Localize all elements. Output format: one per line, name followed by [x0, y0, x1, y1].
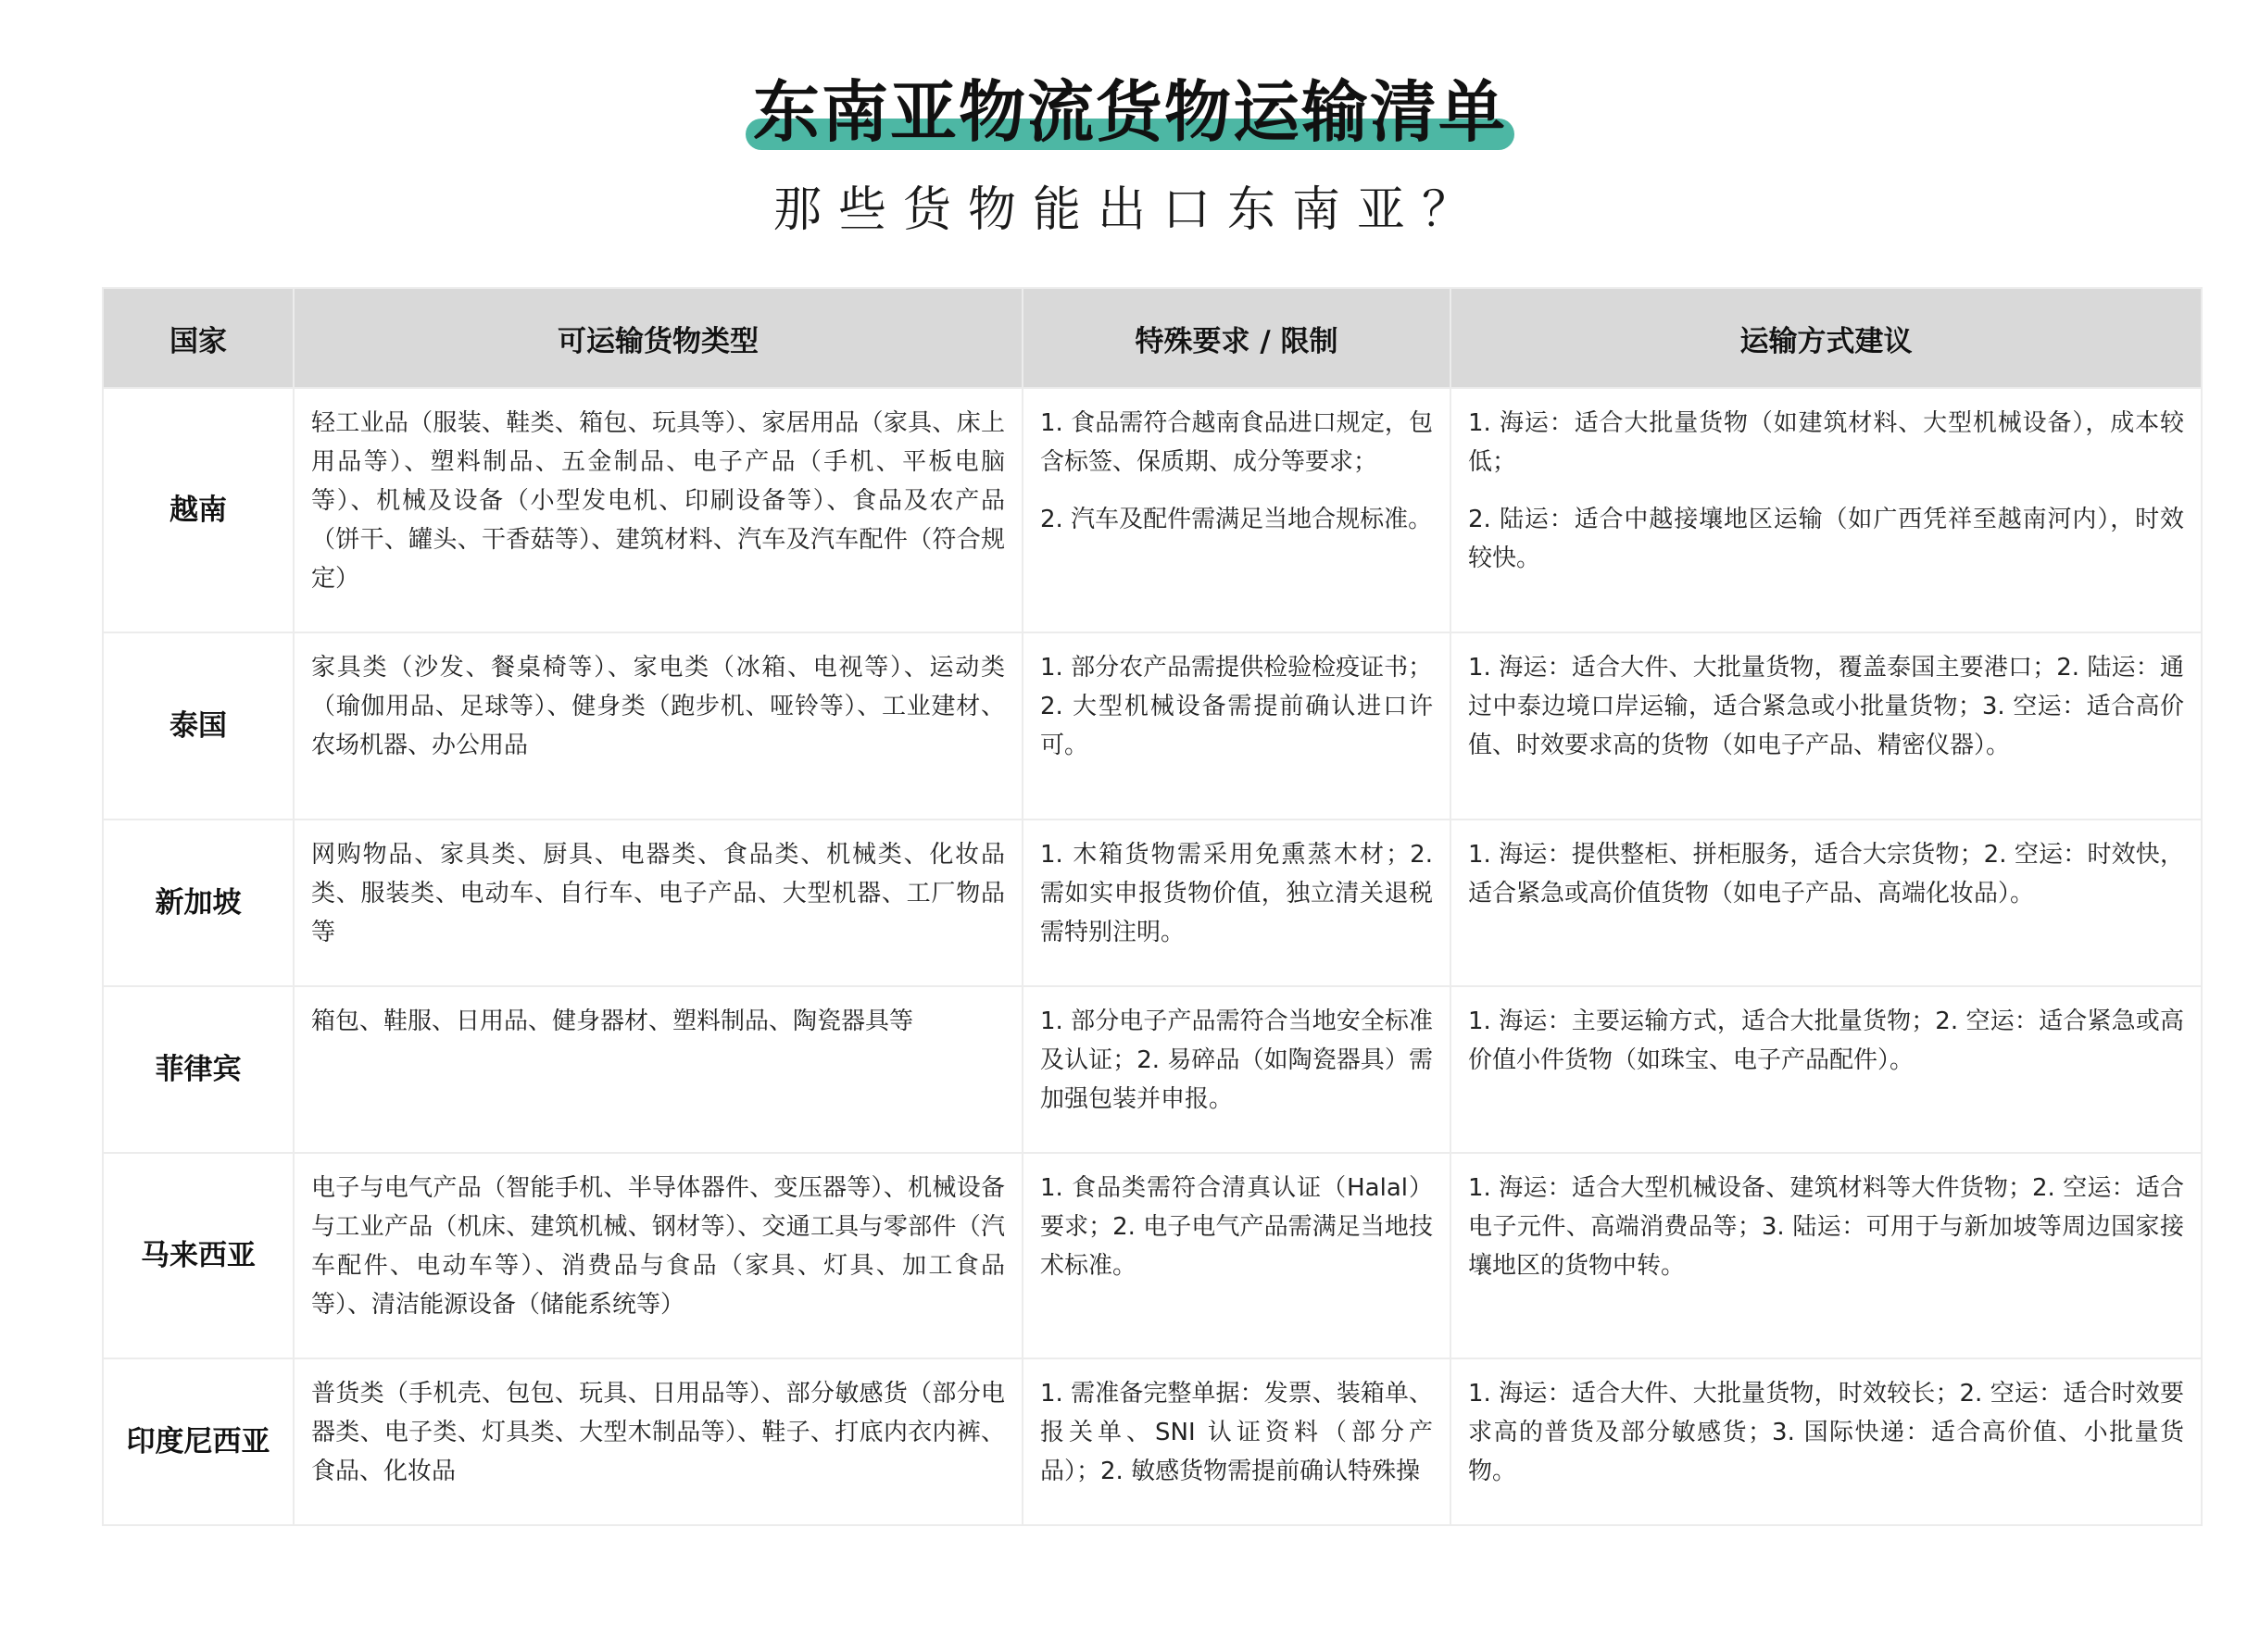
table-header-row	[103, 288, 2202, 388]
shipping-table	[102, 287, 2203, 1526]
country-cell: 新加坡	[103, 820, 294, 986]
requirement-item: 1. 食品需符合越南食品进口规定，包含标签、保质期、成分等要求；	[1040, 409, 1433, 476]
transport-item: 2. 陆运：适合中越接壤地区运输（如广西凭祥至越南河内），时效较快。	[1468, 506, 2184, 572]
goods-cell: 普货类（手机壳、包包、玩具、日用品等）、部分敏感货（部分电器类、电子类、灯具类、大型木制品等）、鞋子、打底内衣内裤、食品、化妆品	[294, 1358, 1023, 1525]
goods-cell: 家具类（沙发、餐桌椅等）、家电类（冰箱、电视等）、运动类（瑜伽用品、足球等）、健身类（跑步机、哑铃等）、工业建材、农场机器、办公用品	[294, 632, 1023, 820]
goods-cell: 箱包、鞋服、日用品、健身器材、塑料制品、陶瓷器具等	[294, 986, 1023, 1153]
country-cell: 越南	[103, 388, 294, 632]
country-cell: 马来西亚	[103, 1153, 294, 1358]
goods-cell: 电子与电气产品（智能手机、半导体器件、变压器等）、机械设备与工业产品（机床、建筑机械、钢材等）、交通工具与零部件（汽车配件、电动车等）、消费品与食品（家具、灯具、加工食品等）、清洁能源设备（储能系统等）	[294, 1153, 1023, 1358]
goods-cell: 网购物品、家具类、厨具、电器类、食品类、机械类、化妆品类、服装类、电动车、自行车、电子产品、大型机器、工厂物品等	[294, 820, 1023, 986]
title-area	[0, 70, 2260, 154]
header-requirements: 特殊要求 / 限制	[1023, 288, 1450, 388]
requirements-cell	[1023, 1358, 1450, 1525]
table-row	[103, 1358, 2202, 1525]
requirement-item: 1. 食品类需符合清真认证（Halal）要求；2. 电子电气产品需满足当地技术标准。	[1040, 1174, 1433, 1280]
country-cell: 印度尼西亚	[103, 1358, 294, 1525]
requirement-item: 1. 需准备完整单据：发票、装箱单、报关单、SNI 认证资料（部分产品）；2. 敏感货物需提前确认特殊操	[1040, 1380, 1433, 1485]
header-goods: 可运输货物类型	[294, 288, 1023, 388]
country-cell: 菲律宾	[103, 986, 294, 1153]
transport-cell	[1450, 388, 2202, 632]
page-title-text: 东南亚物流货物运输清单	[752, 73, 1507, 151]
requirement-item: 1. 部分电子产品需符合当地安全标准及认证；2. 易碎品（如陶瓷器具）需加强包装并申报。	[1040, 1007, 1433, 1113]
transport-item: 1. 海运：提供整柜、拼柜服务，适合大宗货物；2. 空运：时效快，适合紧急或高价值货物（如电子产品、高端化妆品）。	[1468, 841, 2184, 907]
requirement-item: 2. 大型机械设备需提前确认进口许可。	[1040, 693, 1433, 759]
requirement-item: 2. 汽车及配件需满足当地合规标准。	[1040, 506, 1433, 533]
transport-cell	[1450, 820, 2202, 986]
transport-cell	[1450, 986, 2202, 1153]
table-row	[103, 632, 2202, 820]
transport-item: 1. 海运：主要运输方式，适合大批量货物；2. 空运：适合紧急或高价值小件货物（如珠宝、电子产品配件）。	[1468, 1007, 2184, 1074]
table-row	[103, 820, 2202, 986]
transport-item: 1. 海运：适合大件、大批量货物，覆盖泰国主要港口；2. 陆运：通过中泰边境口岸运输，适合紧急或小批量货物；3. 空运：适合高价值、时效要求高的货物（如电子产品、精密仪器）。	[1468, 654, 2184, 759]
requirements-cell	[1023, 1153, 1450, 1358]
requirement-item: 1. 部分农产品需提供检验检疫证书；	[1040, 654, 1433, 682]
table-row	[103, 1153, 2202, 1358]
requirement-item: 1. 木箱货物需采用免熏蒸木材；2. 需如实申报货物价值，独立清关退税需特别注明。	[1040, 841, 1433, 946]
transport-item: 1. 海运：适合大件、大批量货物，时效较长；2. 空运：适合时效要求高的普货及部分敏感货；3. 国际快递：适合高价值、小批量货物。	[1468, 1380, 2184, 1485]
transport-item: 1. 海运：适合大批量货物（如建筑材料、大型机械设备），成本较低；	[1468, 409, 2184, 476]
requirements-cell	[1023, 632, 1450, 820]
table-row	[103, 388, 2202, 632]
transport-cell	[1450, 632, 2202, 820]
transport-cell	[1450, 1358, 2202, 1525]
header-country: 国家	[103, 288, 294, 388]
page-title	[746, 70, 1514, 154]
requirements-cell	[1023, 388, 1450, 632]
goods-cell: 轻工业品（服装、鞋类、箱包、玩具等）、家居用品（家具、床上用品等）、塑料制品、五金制品、电子产品（手机、平板电脑等）、机械及设备（小型发电机、印刷设备等）、食品及农产品（饼干、罐头、干香菇等）、建筑材料、汽车及汽车配件（符合规定）	[294, 388, 1023, 632]
header-transport: 运输方式建议	[1450, 288, 2202, 388]
transport-cell	[1450, 1153, 2202, 1358]
page-subtitle: 那些货物能出口东南亚？	[772, 182, 1487, 238]
table-row	[103, 986, 2202, 1153]
country-cell: 泰国	[103, 632, 294, 820]
transport-item: 1. 海运：适合大型机械设备、建筑材料等大件货物；2. 空运：适合电子元件、高端消费品等；3. 陆运：可用于与新加坡等周边国家接壤地区的货物中转。	[1468, 1174, 2184, 1280]
requirements-cell	[1023, 820, 1450, 986]
requirements-cell	[1023, 986, 1450, 1153]
